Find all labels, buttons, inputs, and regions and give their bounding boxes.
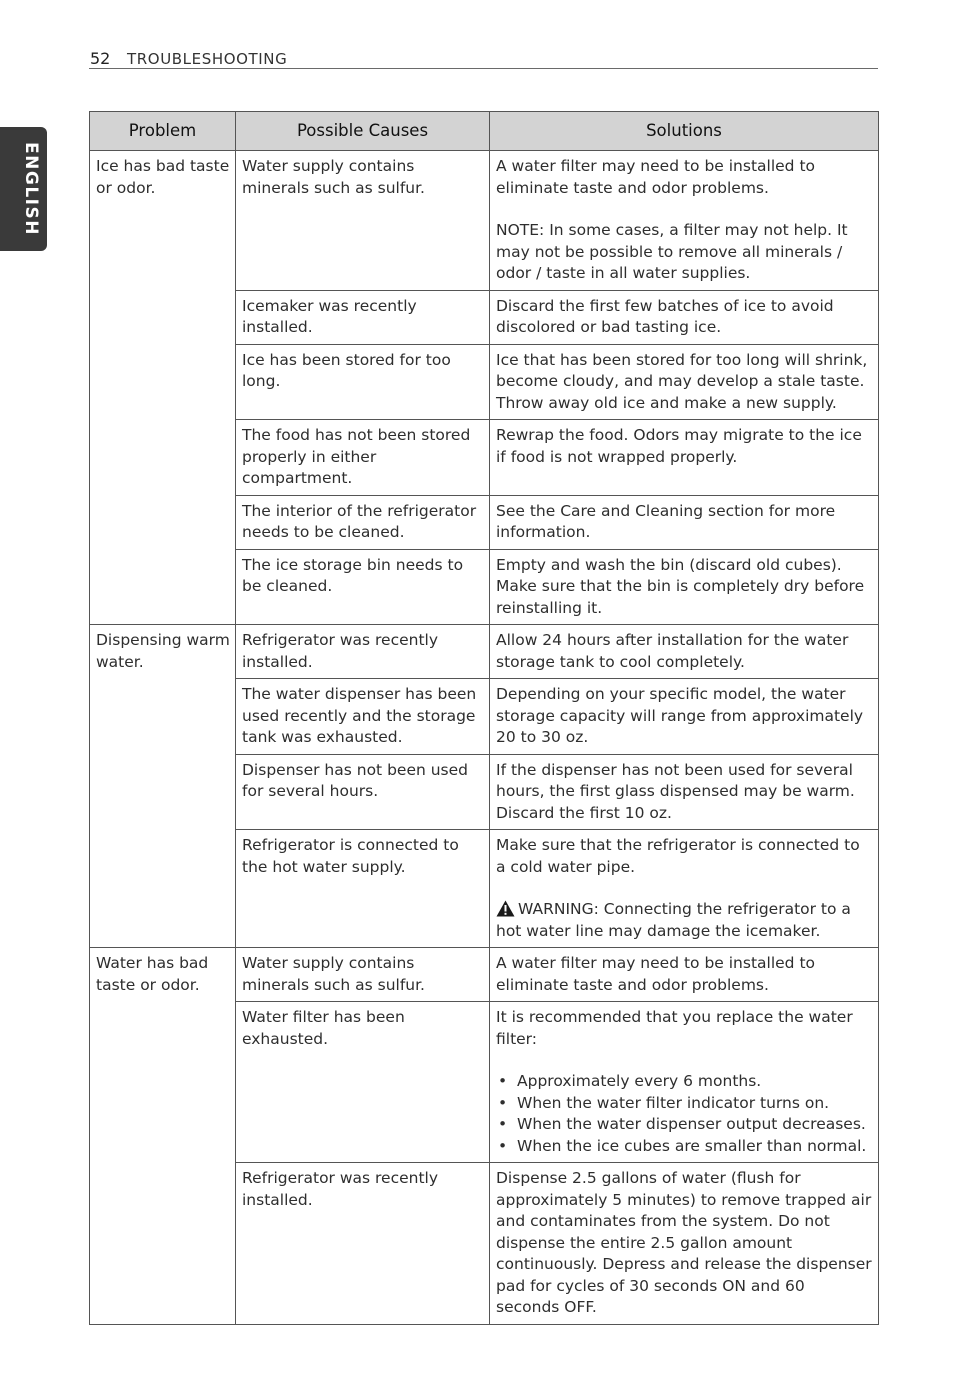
table-row (90, 625, 879, 679)
page-header (89, 47, 878, 69)
problem-cell: Water has bad taste or odor. (90, 948, 236, 1325)
solution-text: It is recommended that you replace the water filter: (496, 1008, 853, 1048)
page-number: 52 (90, 49, 111, 68)
cause-cell: Dispenser has not been used for several hours. (236, 754, 490, 830)
cause-cell: Refrigerator was recently installed. (236, 625, 490, 679)
solution-cell: Dispense 2.5 gallons of water (flush for approximately 5 minutes) to remove trapped air and contaminates from the system. Do not dispense the entire 2.5 gallon amount continuously. Depress and release the dispenser pad for cycles of 30 seconds ON and 60 seconds OFF. (490, 1163, 879, 1325)
solution-cell: A water filter may need to be installed to eliminate taste and odor problems. (490, 948, 879, 1002)
problem-cell: Dispensing warm water. (90, 625, 236, 948)
column-header-problem: Problem (90, 112, 236, 151)
list-item: • When the water filter indicator turns on. (498, 1093, 830, 1112)
cause-cell: Refrigerator is connected to the hot water supply. (236, 830, 490, 948)
cause-cell: Ice has been stored for too long. (236, 344, 490, 420)
table-header-row (90, 112, 879, 151)
solution-cell: Empty and wash the bin (discard old cubes). Make sure that the bin is completely dry before reinstalling it. (490, 549, 879, 625)
column-header-causes: Possible Causes (236, 112, 490, 151)
warning-icon (496, 900, 515, 917)
cause-cell: Icemaker was recently installed. (236, 290, 490, 344)
problem-cell: Ice has bad taste or odor. (90, 151, 236, 625)
cause-cell: Water filter has been exhausted. (236, 1002, 490, 1163)
warning-line (496, 899, 872, 921)
solution-cell: Discard the first few batches of ice to avoid discolored or bad tasting ice. (490, 290, 879, 344)
list-item: • When the ice cubes are smaller than normal. (498, 1136, 867, 1155)
solution-cell: Ice that has been stored for too long will shrink, become cloudy, and may develop a stale taste. Throw away old ice and make a new supply. (490, 344, 879, 420)
column-header-solutions: Solutions (490, 112, 879, 151)
solution-note: NOTE: In some cases, a filter may not help. It may not be possible to remove all minerals / odor / taste in all water supplies. (496, 221, 848, 282)
warning-text: WARNING: Connecting the refrigerator to a (518, 900, 851, 918)
list-item: • Approximately every 6 months. (498, 1072, 762, 1090)
table-row (90, 948, 879, 1002)
cause-cell: The food has not been stored properly in either compartment. (236, 420, 490, 496)
cause-cell: The water dispenser has been used recently and the storage tank was exhausted. (236, 679, 490, 755)
section-title: TROUBLESHOOTING (127, 50, 288, 68)
solution-cell: Depending on your specific model, the water storage capacity will range from approximately 20 to 30 oz. (490, 679, 879, 755)
cause-cell: Refrigerator was recently installed. (236, 1163, 490, 1325)
solution-text: A water filter may need to be installed to eliminate taste and odor problems. (496, 157, 816, 197)
solution-cell: See the Care and Cleaning section for more information. (490, 495, 879, 549)
cause-cell: The interior of the refrigerator needs to be cleaned. (236, 495, 490, 549)
solution-text: Make sure that the refrigerator is connected to a cold water pipe. (496, 836, 860, 876)
solution-cell (490, 151, 879, 291)
table-row (90, 151, 879, 291)
language-tab (0, 127, 47, 251)
cause-cell: The ice storage bin needs to be cleaned. (236, 549, 490, 625)
bullet-list (496, 1071, 872, 1157)
solution-cell: Allow 24 hours after installation for the water storage tank to cool completely. (490, 625, 879, 679)
cause-cell: Water supply contains minerals such as sulfur. (236, 948, 490, 1002)
solution-cell (490, 1002, 879, 1163)
warning-text-continued: hot water line may damage the icemaker. (496, 921, 821, 940)
solution-cell: Rewrap the food. Odors may migrate to the ice if food is not wrapped properly. (490, 420, 879, 496)
language-tab-label: ENGLISH (21, 142, 41, 236)
troubleshooting-table (89, 111, 879, 1325)
solution-cell (490, 830, 879, 948)
list-item: • When the water dispenser output decreases. (498, 1115, 866, 1133)
solution-cell: If the dispenser has not been used for several hours, the first glass dispensed may be warm. Discard the first 10 oz. (490, 754, 879, 830)
cause-cell: Water supply contains minerals such as sulfur. (236, 151, 490, 291)
